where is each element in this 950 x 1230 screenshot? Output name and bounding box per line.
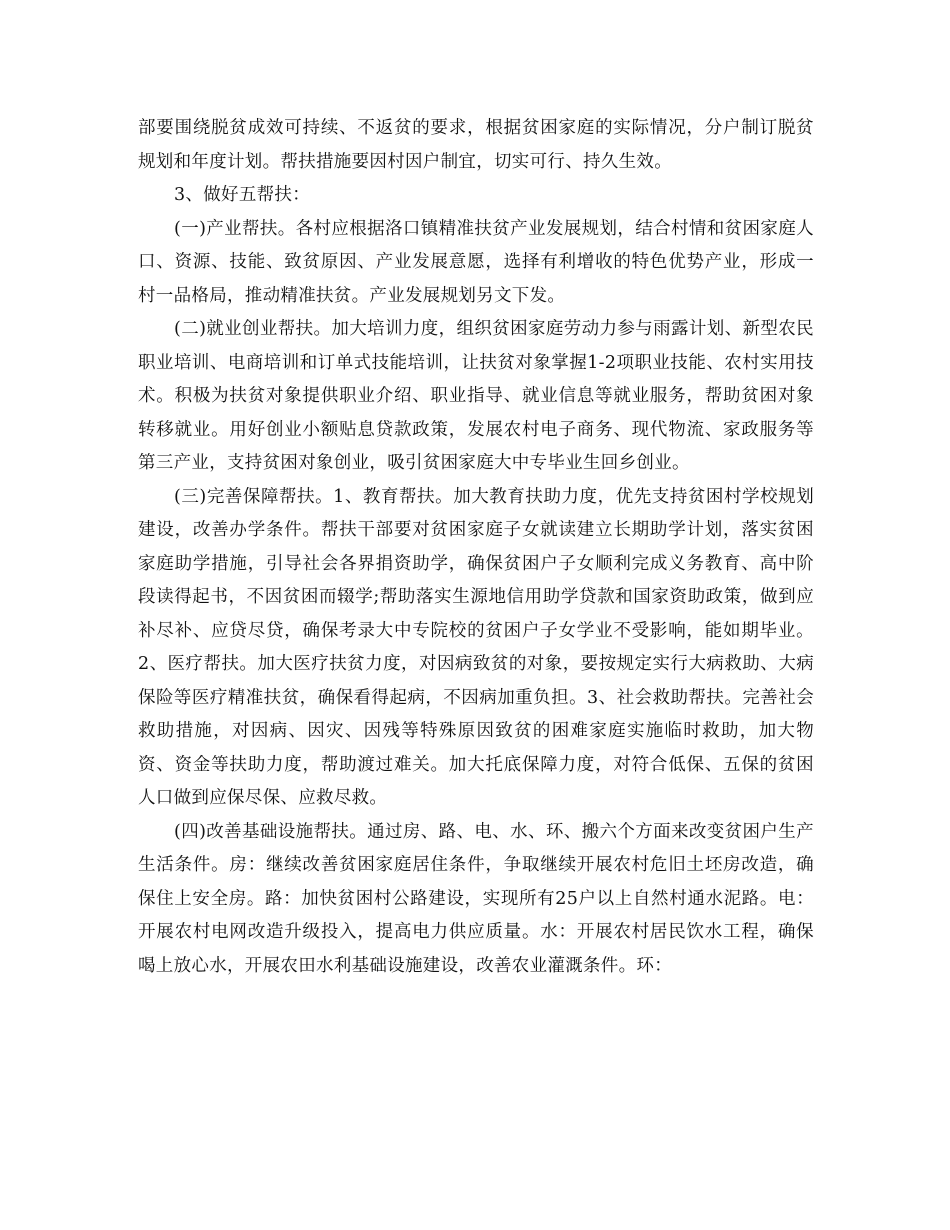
body-paragraph: (三)完善保障帮扶。1、教育帮扶。加大教育扶助力度，优先支持贫困村学校规划建设，改善办学条件。帮扶干部要对贫困家庭子女就读建立长期助学计划，落实贫困家庭助学措施，引导社会各界捐资助学，确保贫困户子女顺利完成义务教育、高中阶段读得起书，不因贫困而辍学;帮助落实生源地信用助学贷款和国家资助政策，做到应补尽补、应贷尽贷，确保考录大中专院校的贫困户子女学业不受影响，能如期毕业。2、医疗帮扶。加大医疗扶贫力度，对因病致贫的对象，要按规定实行大病救助、大病保险等医疗精准扶贫，确保看得起病，不因病加重负担。3、社会救助帮扶。完善社会救助措施，对因病、因灾、因残等特殊原因致贫的困难家庭实施临时救助，加大物资、资金等扶助力度，帮助渡过难关。加大托底保障力度，对符合低保、五保的贫困人口做到应保尽保、应救尽救。 xyxy=(138,486,814,808)
body-paragraph: (四)改善基础设施帮扶。通过房、路、电、水、环、搬六个方面来改变贫困户生产生活条件。房：继续改善贫困家庭居住条件，争取继续开展农村危旧土坯房改造，确保住上安全房。路：加快贫困村公路建设，实现所有25户以上自然村通水泥路。电：开展农村电网改造升级投入，提高电力供应质量。水：开展农村居民饮水工程，确保喝上放心水，开展农田水利基础设施建设，改善农业灌溉条件。环： xyxy=(138,821,814,976)
body-paragraph: (二)就业创业帮扶。加大培训力度，组织贫困家庭劳动力参与雨露计划、新型农民职业培训、电商培训和订单式技能培训，让扶贫对象掌握1-2项职业技能、农村实用技术。积极为扶贫对象提供职业介绍、职业指导、就业信息等就业服务，帮助贫困对象转移就业。用好创业小额贴息贷款政策，发展农村电子商务、现代物流、家政服务等第三产业，支持贫困对象创业，吸引贫困家庭大中专毕业生回乡创业。 xyxy=(138,319,814,473)
body-paragraph: 部要围绕脱贫成效可持续、不返贫的要求，根据贫困家庭的实际情况，分户制订脱贫规划和年度计划。帮扶措施要因村因户制宜，切实可行、持久生效。 xyxy=(138,118,814,172)
document-body xyxy=(138,112,814,983)
body-paragraph: (一)产业帮扶。各村应根据洛口镇精准扶贫产业发展规划，结合村情和贫困家庭人口、资源、技能、致贫原因、产业发展意愿，选择有利增收的特色优势产业，形成一村一品格局，推动精准扶贫。产业发展规划另文下发。 xyxy=(138,218,814,306)
body-paragraph: 3、做好五帮扶： xyxy=(174,185,311,205)
